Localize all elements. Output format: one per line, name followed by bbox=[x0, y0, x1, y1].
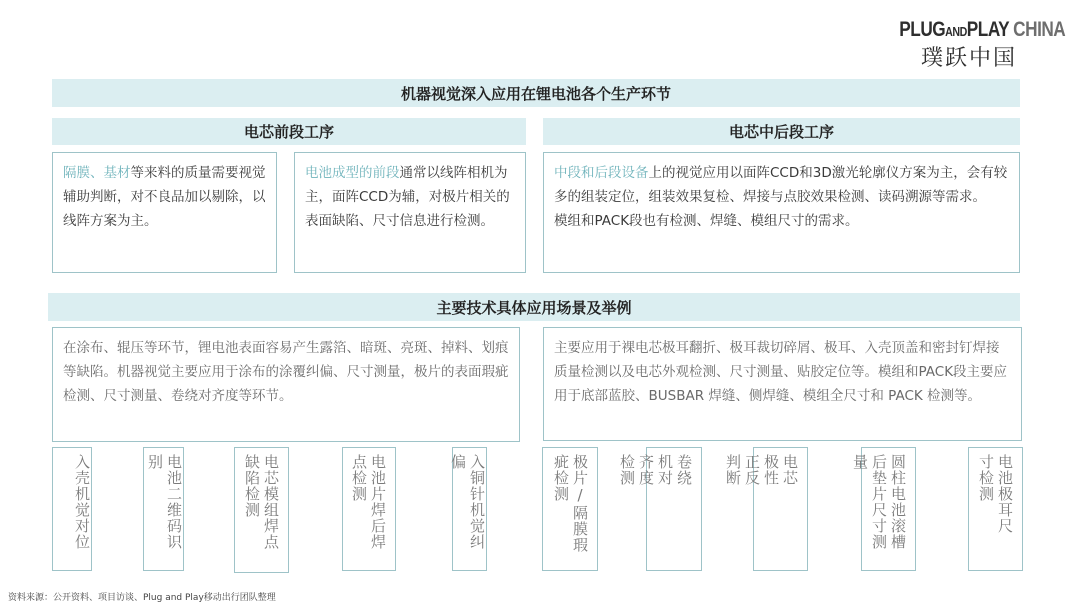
box-text: 等来料的质量需要视觉辅助判断，对不良品加以剔除，以线阵方案为主。 bbox=[63, 165, 266, 229]
applications-left-box: 在涂布、辊压等环节，锂电池表面容易产生露箔、暗斑、亮斑、掉料、划痕等缺陷。机器视觉主要应用于涂布的涂覆纠偏、尺寸测量，极片的表面瑕疵检测、尺寸测量、卷绕对齐度等环节。 bbox=[52, 327, 520, 442]
example-box bbox=[342, 447, 396, 571]
separator: 、 bbox=[90, 165, 104, 181]
title-banner: 机器视觉深入应用在锂电池各个生产环节 bbox=[52, 79, 1020, 107]
applications-banner: 主要技术具体应用场景及举例 bbox=[48, 293, 1020, 321]
example-box bbox=[968, 447, 1023, 571]
example-label: 卷绕机对齐度检测 bbox=[618, 454, 693, 486]
box-text: 上的视觉应用以面阵CCD和3D激光轮廓仪方案为主，会有较多的组装定位，组装效果复检、焊接与点胶效果检测、读码溯源等需求。 bbox=[554, 165, 1008, 205]
example-label: 电池二维码识别 bbox=[146, 454, 183, 550]
example-box bbox=[234, 447, 289, 573]
box-text-line2: 模组和PACK段也有检测、焊缝、模组尺寸的需求。 bbox=[554, 213, 859, 229]
example-label: 电芯模组焊点缺陷检测 bbox=[243, 454, 280, 550]
example-label: 圆柱电池滚槽后垫片尺寸测量 bbox=[851, 454, 907, 550]
applications-right-box: 主要应用于裸电芯极耳翻折、极耳裁切碎屑、极耳、入壳顶盖和密封钉焊接质量检测以及电芯外观检测、尺寸测量、贴胶定位等。模组和PACK段主要应用于底部蓝胶、BUSBAR 焊缝、侧焊缝、模组全尺寸和 PACK 检测等。 bbox=[543, 327, 1022, 441]
front-stage-box-materials bbox=[52, 152, 277, 273]
mid-back-stage-box bbox=[543, 152, 1020, 273]
example-box bbox=[542, 447, 598, 571]
example-box bbox=[143, 447, 184, 571]
front-stage-box-forming bbox=[294, 152, 526, 273]
example-label: 电池极耳尺寸检测 bbox=[977, 454, 1014, 534]
logo-china: CHINA bbox=[1013, 18, 1066, 41]
highlight-forming-front: 电池成型的前段 bbox=[305, 165, 400, 181]
example-label: 入铜针机觉纠偏 bbox=[449, 454, 486, 550]
example-label: 入壳机觉对位 bbox=[73, 454, 91, 550]
logo-english bbox=[899, 18, 1066, 44]
brand-logo bbox=[884, 18, 1066, 72]
example-label: 极片/隔膜瑕疵检测 bbox=[552, 454, 589, 553]
example-box bbox=[52, 447, 92, 571]
example-label: 电芯极性正反判断 bbox=[724, 454, 799, 486]
highlight-mid-back-equipment: 中段和后段设备 bbox=[554, 165, 649, 181]
logo-and: AND bbox=[945, 24, 967, 39]
highlight-substrate: 基材 bbox=[103, 165, 131, 181]
example-box bbox=[618, 447, 702, 571]
example-box bbox=[449, 447, 487, 571]
source-note: 资料来源：公开资料、项目访谈、Plug and Play移动出行团队整理 bbox=[8, 593, 276, 603]
box-text: 通常以线阵相机为主，面阵CCD为辅，对极片相关的表面缺陷、尺寸信息进行检测。 bbox=[305, 165, 510, 229]
logo-plug: PLUG bbox=[899, 18, 946, 41]
example-label: 电池片焊后焊点检测 bbox=[350, 454, 387, 550]
example-box bbox=[724, 447, 808, 571]
highlight-separator-film: 隔膜 bbox=[63, 165, 90, 181]
logo-play: PLAY bbox=[966, 18, 1009, 41]
example-box bbox=[851, 447, 916, 571]
mid-back-stage-header: 电芯中后段工序 bbox=[543, 118, 1020, 145]
logo-chinese: 璞跃中国 bbox=[920, 46, 1017, 71]
front-stage-header: 电芯前段工序 bbox=[52, 118, 526, 145]
